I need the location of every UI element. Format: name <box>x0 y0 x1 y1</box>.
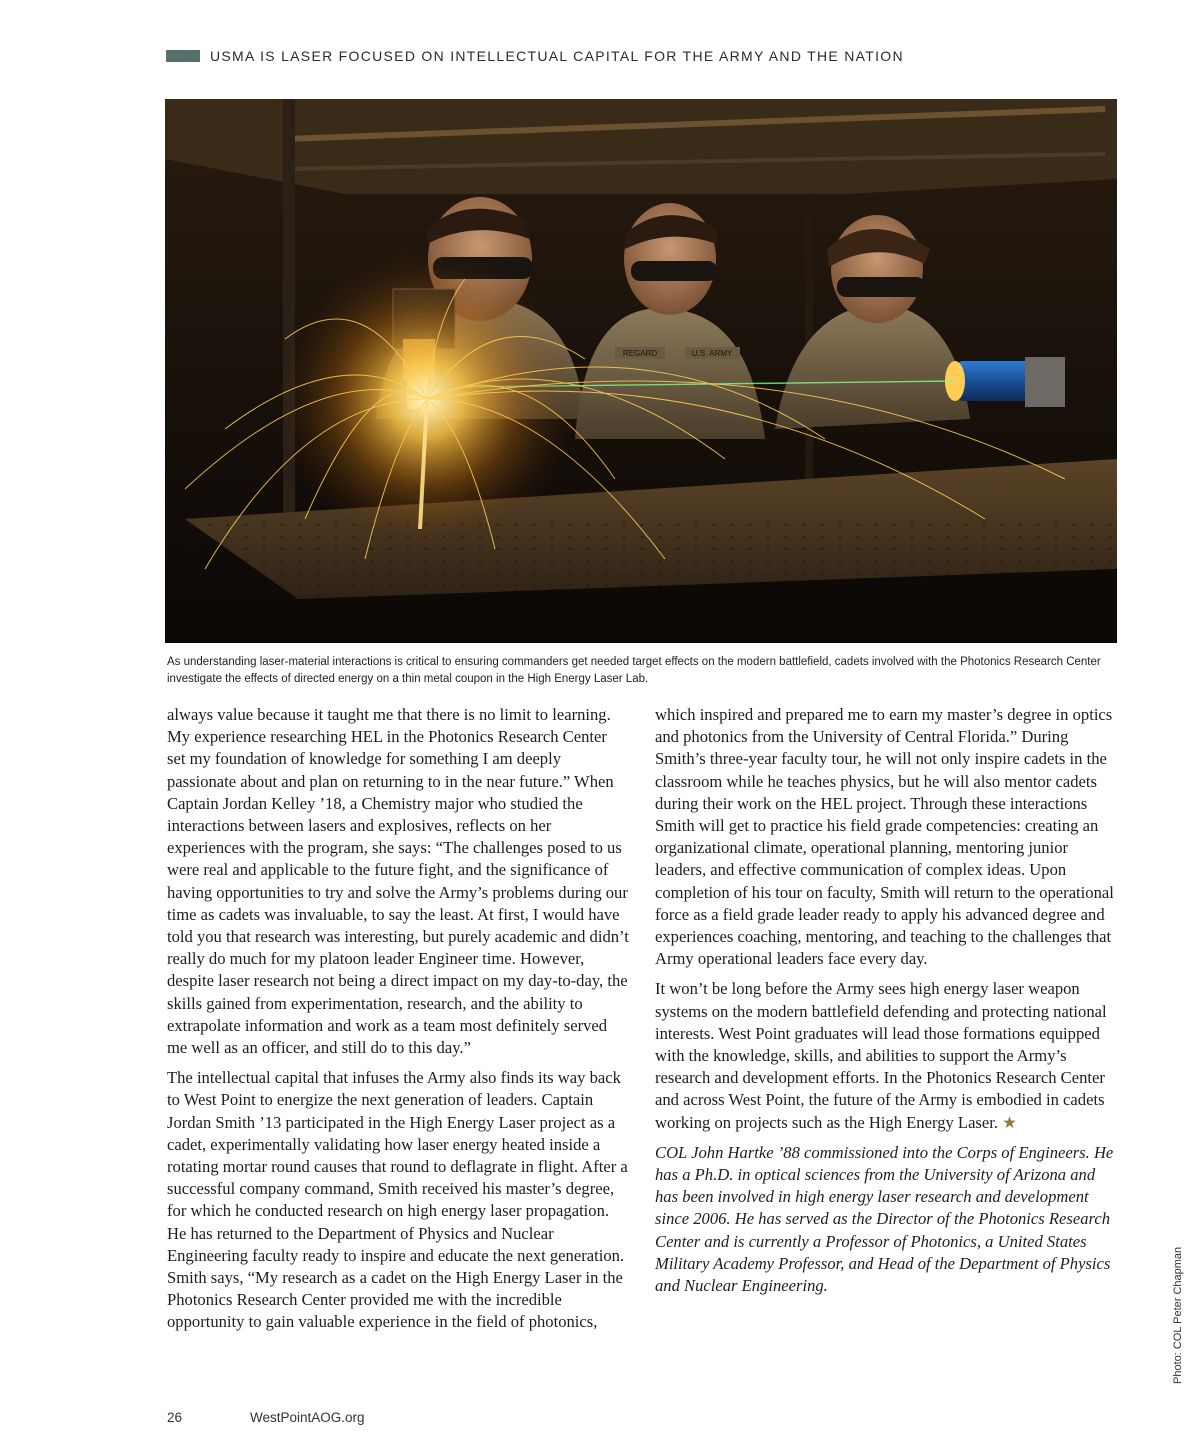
footer-website: WestPointAOG.org <box>250 1410 365 1425</box>
header-accent-bar <box>166 50 200 62</box>
running-header <box>166 46 904 66</box>
paragraph: which inspired and prepared me to earn my master’s degree in optics and photonics from the University of Central Florida.” During Smith’s three-year faculty tour, he will not only inspire cadets in the classroom while he teaches physics, but he will also mentor cadets during their work on the HEL project. Through these interactions Smith will get to practice his field grade competencies: creating an organizational climate, operational planning, mentoring junior leaders, and effective communication of complex ideas. Upon completion of his tour on faculty, Smith will return to the operational force as a field grade leader ready to apply his advanced degree and experiences coaching, mentoring, and teaching to the challenges that Army operational leaders face every day. <box>655 705 1114 969</box>
paragraph-closing <box>655 978 1120 1133</box>
paragraph: The intellectual capital that infuses the Army also finds its way back to West Point to energize the next generation of leaders. Captain Jordan Smith ’13 participated in the High Energy Laser project as a cadet, experimentally validating how laser energy heated inside a rotating mortar round causes that round to deflagrate in flight. After a successful company command, Smith received his master’s degree, for which he conducted research on high energy laser propagation. He has returned to the Department of Physics and Nuclear Engineering faculty ready to inspire and educate the next generation. Smith says, “My research as a cadet on the High Energy Laser in the Photonics Research Center provided me with the incredible opportunity to gain valuable experience in the field of photonics, <box>167 1068 628 1332</box>
lab-photo <box>165 99 1117 643</box>
section-title: USMA IS LASER FOCUSED ON INTELLECTUAL CAPITAL FOR THE ARMY AND THE NATION <box>210 48 904 64</box>
name-tape-2: U.S. ARMY <box>691 349 733 358</box>
photo-credit: Photo: COL Peter Chapman <box>1172 1246 1184 1384</box>
paragraph: always value because it taught me that there is no limit to learning. My experience researching HEL in the Photonics Research Center set my foundation of knowledge for something I am deeply passionate about and plan on returning to in the near future.” When Captain Jordan Kelley ’18, a Chemistry major who studied the interactions between lasers and explosives, reflects on her experiences with the program, she says: “The challenges posed to us were real and applicable to the future fight, and the significance of having opportunities to try and solve the Army’s problems during our time as cadets was invaluable, to say the least. At first, I would have told you that research was interesting, but purely academic and didn’t really do much for my platoon leader Engineer time. However, despite laser research not being a direct impact on my day-to-day, the skills gained from experimentation, research, and the ability to extrapolate information and work as a team most definitely served me well as an officer, and still do to this day.” <box>167 705 629 1058</box>
name-tape-1: REGARD <box>622 349 658 358</box>
star-icon: ★ <box>1002 1112 1018 1132</box>
article-column-right <box>655 704 1120 1305</box>
page-number: 26 <box>167 1410 183 1425</box>
article-column-left <box>167 704 629 1342</box>
photo-caption: As understanding laser-material interactions is critical to ensuring commanders get needed target effects on the modern battlefield, cadets involved with the Photonics Research Center investigate the effects of directed energy on a thin metal coupon in the High Energy Laser Lab. <box>167 656 1101 685</box>
paragraph-text: It won’t be long before the Army sees high energy laser weapon systems on the modern battlefield defending and protecting national interests. West Point graduates will lead those formations equipped with the knowledge, skills, and abilities to support the Army’s research and development efforts. In the Photonics Research Center and across West Point, the future of the Army is embodied in cadets working on projects such as the High Energy Laser. <box>655 979 1107 1132</box>
author-bio: COL John Hartke ’88 commissioned into the Corps of Engineers. He has a Ph.D. in optical sciences from the University of Arizona and has been involved in high energy laser research and development since 2006. He has served as the Director of the Photonics Research Center and is currently a Professor of Photonics, a United States Military Academy Professor, and Head of the Department of Physics and Nuclear Engineering. <box>655 1142 1114 1296</box>
